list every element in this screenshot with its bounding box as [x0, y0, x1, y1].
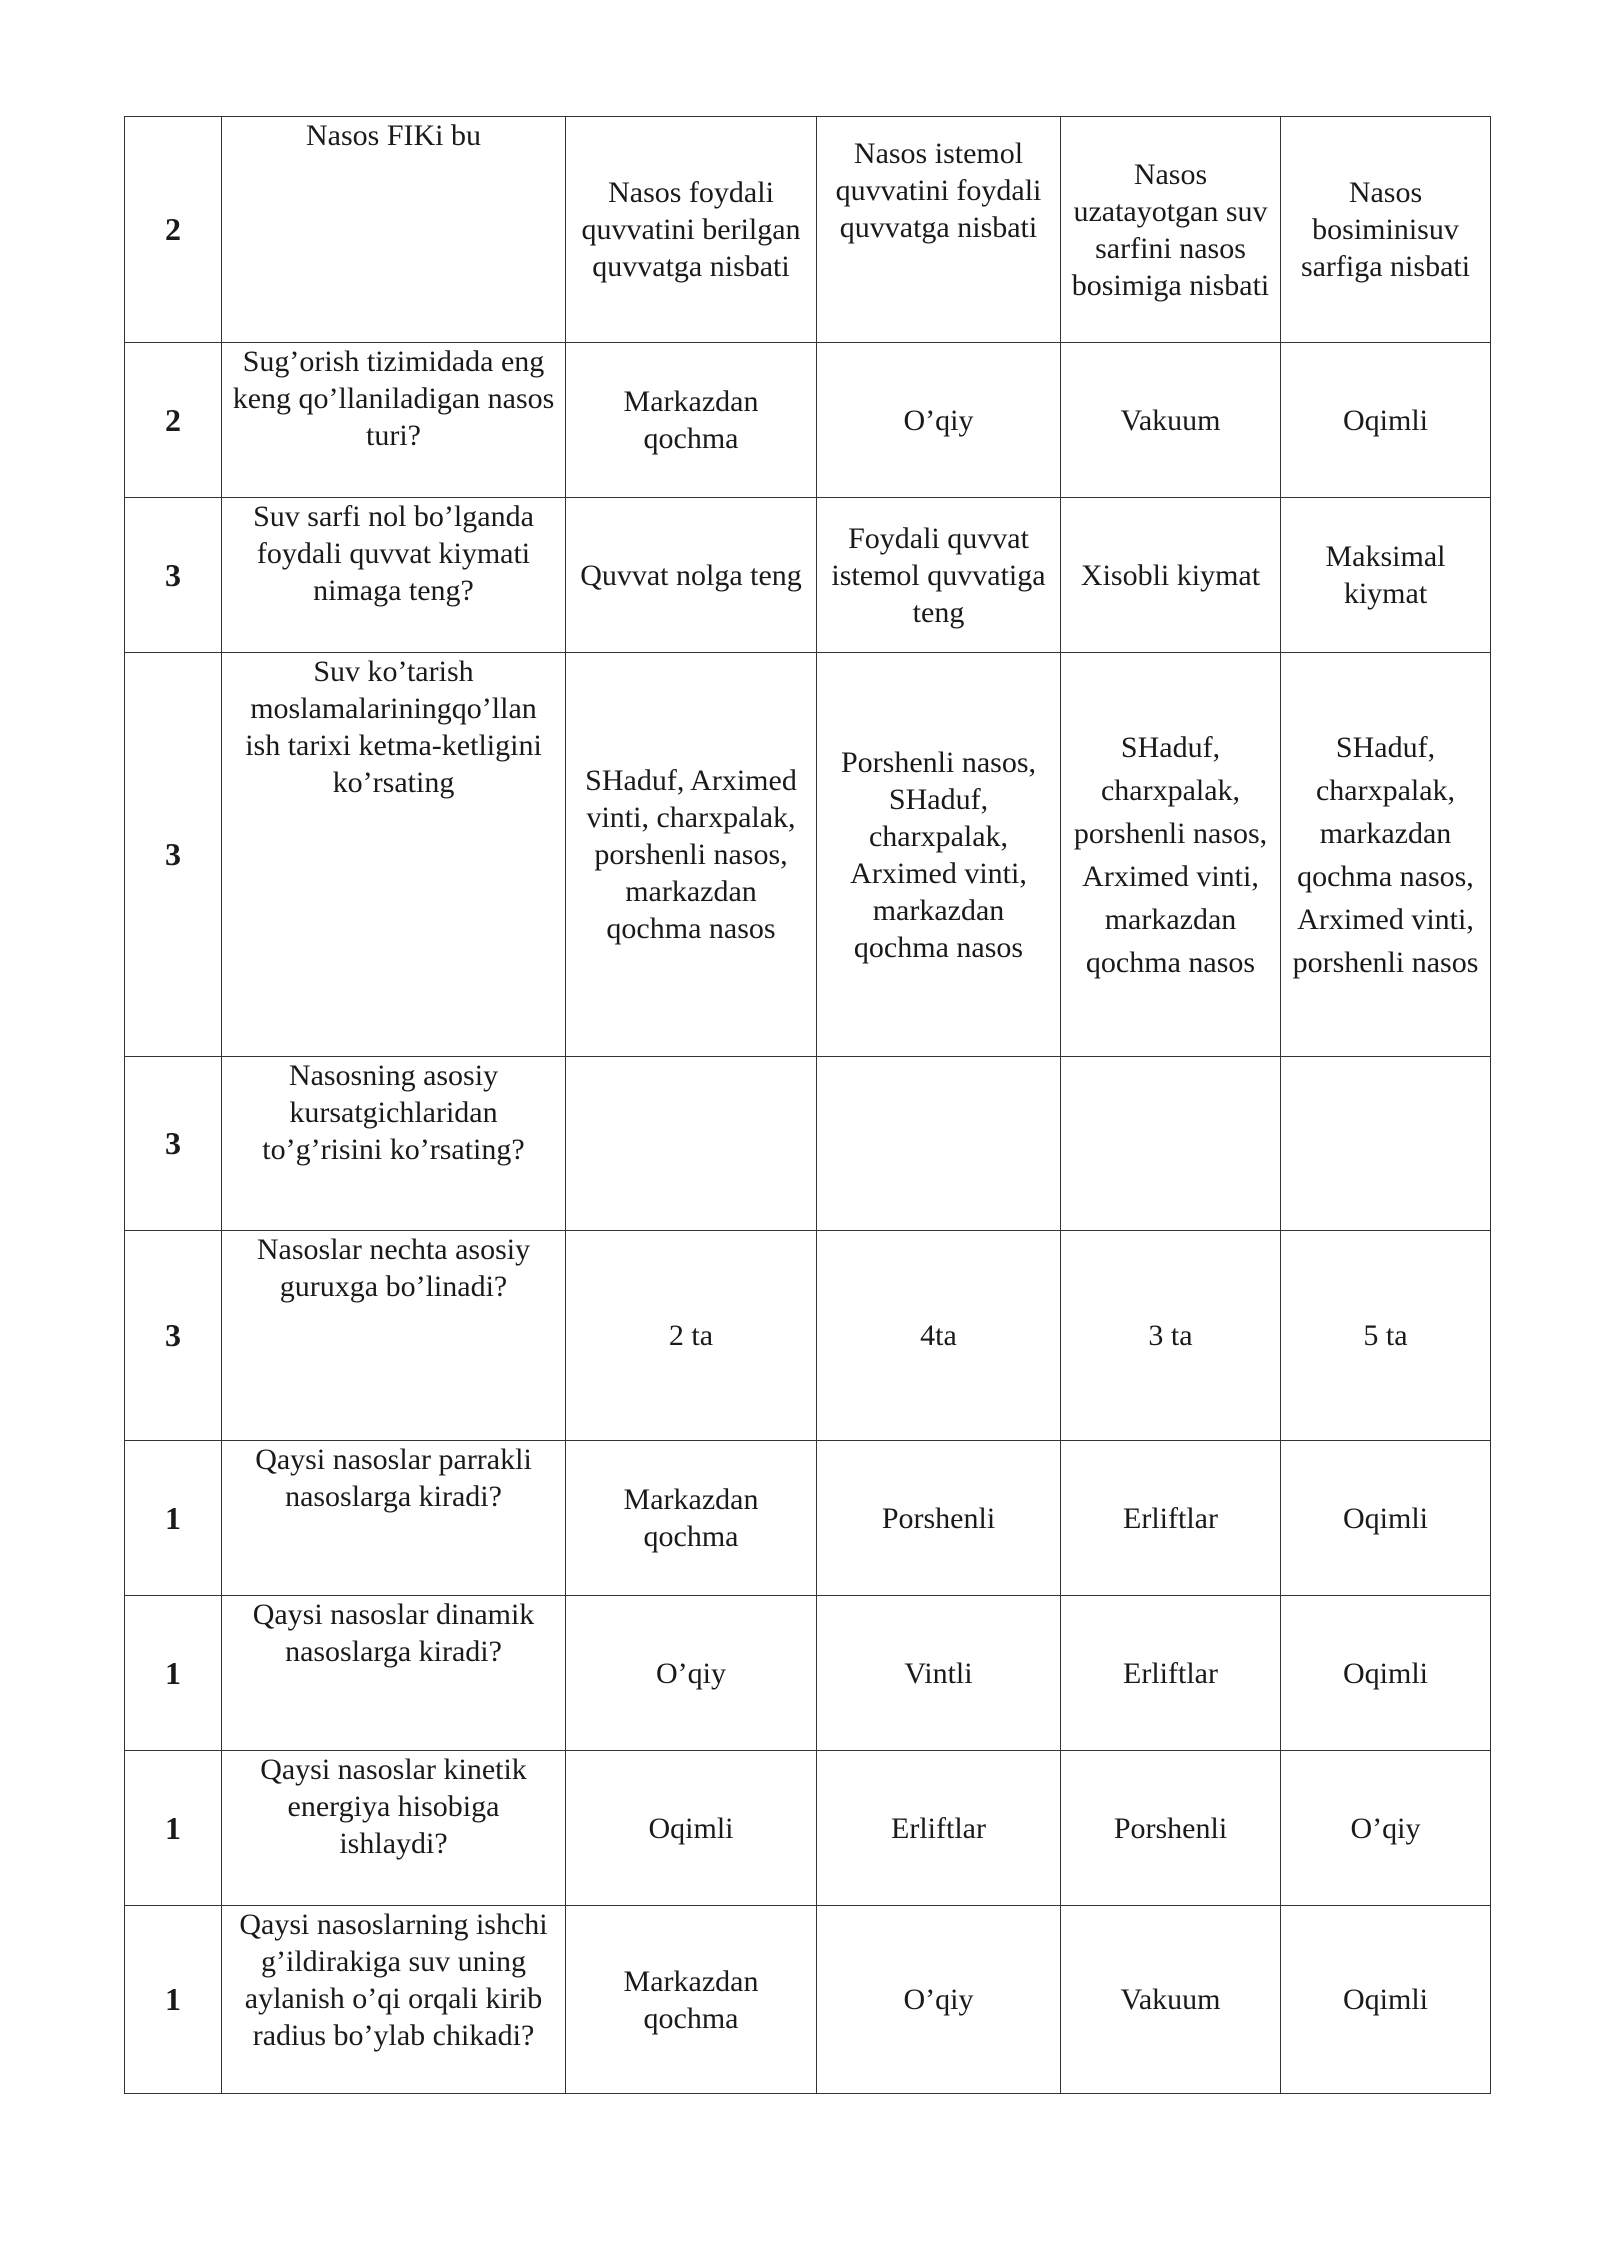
answer-option-d: 5 ta — [1281, 1231, 1491, 1441]
answer-option-d: O’qiy — [1281, 1751, 1491, 1906]
question-text: Nasoslar nechta asosiy guruxga bo’linadi? — [222, 1231, 566, 1441]
difficulty-level: 2 — [125, 343, 222, 498]
difficulty-level: 1 — [125, 1441, 222, 1596]
table-row — [125, 117, 1491, 343]
answer-option-b: Nasos istemol quvvatini foydali quvvatga nisbati — [817, 117, 1061, 343]
answer-option-b — [817, 1057, 1061, 1231]
answer-option-b: Foydali quvvat istemol quvvatiga teng — [817, 498, 1061, 653]
answer-option-b: Porshenli — [817, 1441, 1061, 1596]
answer-option-c: Porshenli — [1061, 1751, 1281, 1906]
question-text: Qaysi nasoslar kinetik energiya hisobiga ishlaydi? — [222, 1751, 566, 1906]
table-row — [125, 653, 1491, 1057]
table-row — [125, 1906, 1491, 2094]
answer-option-b: Vintli — [817, 1596, 1061, 1751]
answer-option-d: Oqimli — [1281, 343, 1491, 498]
answer-option-b: Erliftlar — [817, 1751, 1061, 1906]
answer-option-b: O’qiy — [817, 1906, 1061, 2094]
answer-option-a: Quvvat nolga teng — [566, 498, 817, 653]
question-text: Qaysi nasoslar parrakli nasoslarga kiradi? — [222, 1441, 566, 1596]
answer-option-d: Oqimli — [1281, 1596, 1491, 1751]
difficulty-level: 1 — [125, 1751, 222, 1906]
quiz-table — [124, 116, 1491, 2094]
answer-option-a: Markazdan qochma — [566, 1441, 817, 1596]
answer-option-a — [566, 1057, 817, 1231]
difficulty-level: 3 — [125, 498, 222, 653]
answer-option-c: Vakuum — [1061, 1906, 1281, 2094]
answer-option-d: Maksimal kiymat — [1281, 498, 1491, 653]
answer-option-b: 4ta — [817, 1231, 1061, 1441]
answer-option-b: Porshenli nasos, SHaduf, charxpalak, Arximed vinti, markazdan qochma nasos — [817, 653, 1061, 1057]
table-row — [125, 1596, 1491, 1751]
question-text: Nasos FIKi bu — [222, 117, 566, 343]
answer-option-c: Erliftlar — [1061, 1596, 1281, 1751]
answer-option-c: Erliftlar — [1061, 1441, 1281, 1596]
table-row — [125, 498, 1491, 653]
difficulty-level: 3 — [125, 1057, 222, 1231]
difficulty-level: 1 — [125, 1906, 222, 2094]
answer-option-a: Markazdan qochma — [566, 1906, 817, 2094]
answer-option-c: 3 ta — [1061, 1231, 1281, 1441]
question-text: Sug’orish tizimidada eng keng qo’llaniladigan nasos turi? — [222, 343, 566, 498]
table-row — [125, 343, 1491, 498]
answer-option-a: 2 ta — [566, 1231, 817, 1441]
answer-option-a: Nasos foydali quvvatini berilgan quvvatga nisbati — [566, 117, 817, 343]
answer-option-a: O’qiy — [566, 1596, 817, 1751]
answer-option-d: SHaduf, charxpalak, markazdan qochma nasos, Arximed vinti, porshenli nasos — [1281, 653, 1491, 1057]
answer-option-a: SHaduf, Arximed vinti, charxpalak, porshenli nasos, markazdan qochma nasos — [566, 653, 817, 1057]
table-row — [125, 1057, 1491, 1231]
table-row — [125, 1231, 1491, 1441]
question-text: Suv sarfi nol bo’lganda foydali quvvat kiymati nimaga teng? — [222, 498, 566, 653]
answer-option-a: Oqimli — [566, 1751, 817, 1906]
difficulty-level: 3 — [125, 653, 222, 1057]
question-text: Suv ko’tarish moslamalariningqo’llan ish tarixi ketma-ketligini ko’rsating — [222, 653, 566, 1057]
difficulty-level: 1 — [125, 1596, 222, 1751]
answer-option-d: Nasos bosiminisuv sarfiga nisbati — [1281, 117, 1491, 343]
answer-option-b: O’qiy — [817, 343, 1061, 498]
answer-option-c: Nasos uzatayotgan suv sarfini nasos bosimiga nisbati — [1061, 117, 1281, 343]
answer-option-d: Oqimli — [1281, 1441, 1491, 1596]
difficulty-level: 3 — [125, 1231, 222, 1441]
answer-option-a: Markazdan qochma — [566, 343, 817, 498]
answer-option-d: Oqimli — [1281, 1906, 1491, 2094]
answer-option-c — [1061, 1057, 1281, 1231]
table-row — [125, 1441, 1491, 1596]
difficulty-level: 2 — [125, 117, 222, 343]
question-text: Qaysi nasoslar dinamik nasoslarga kiradi? — [222, 1596, 566, 1751]
question-text: Nasosning asosiy kursatgichlaridan to’g’risini ko’rsating? — [222, 1057, 566, 1231]
answer-option-c: Vakuum — [1061, 343, 1281, 498]
table-row — [125, 1751, 1491, 1906]
answer-option-c: Xisobli kiymat — [1061, 498, 1281, 653]
answer-option-c: SHaduf, charxpalak, porshenli nasos, Arximed vinti, markazdan qochma nasos — [1061, 653, 1281, 1057]
question-text: Qaysi nasoslarning ishchi g’ildirakiga suv uning aylanish o’qi orqali kirib radius bo’ylab chikadi? — [222, 1906, 566, 2094]
answer-option-d — [1281, 1057, 1491, 1231]
